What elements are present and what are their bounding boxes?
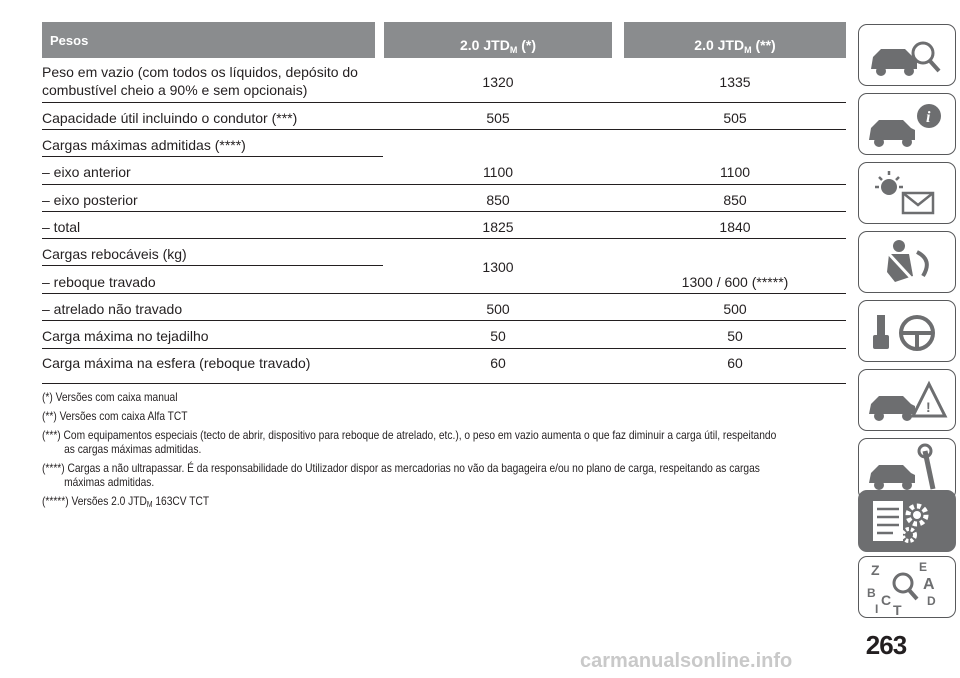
svg-text:D: D — [927, 594, 936, 608]
row-value-col1: 1100 — [482, 164, 514, 180]
row-divider — [42, 211, 846, 212]
row-value-col1: 500 — [486, 301, 510, 317]
svg-text:i: i — [926, 109, 931, 126]
svg-text:Z: Z — [871, 562, 880, 578]
row-value-col1: 1825 — [482, 219, 514, 235]
row-value-col2: 1100 — [719, 164, 751, 180]
row-divider — [42, 238, 846, 239]
footnote: (*****) Versões 2.0 $JTD_M$ 163CV TCT — [42, 494, 210, 509]
row-value-col2: 500 — [723, 301, 747, 317]
row-value-col2: 505 — [723, 110, 747, 126]
svg-text:T: T — [893, 602, 902, 617]
row-value-col1: 505 — [486, 110, 510, 126]
row-divider — [42, 129, 846, 130]
row-label: – reboque travado — [42, 274, 156, 290]
row-divider — [42, 293, 846, 294]
car-search-icon — [859, 25, 955, 85]
car-breakdown-triangle-icon — [859, 370, 955, 430]
table-bottom-rule — [42, 383, 846, 384]
page-number: 263 — [865, 630, 907, 660]
alphabet-index-icon — [859, 557, 955, 617]
row-label: – eixo posterior — [42, 192, 138, 208]
row-value-col2: 1840 — [719, 219, 751, 235]
row-label: Cargas rebocáveis (kg) — [42, 246, 187, 262]
row-label: – total — [42, 219, 81, 235]
row-label: Carga máxima no tejadilho — [42, 328, 209, 344]
row-divider — [42, 156, 383, 157]
svg-text:C: C — [881, 592, 892, 608]
footnote: (****) Cargas a não ultrapassar. É da responsabilidade do Utilizador dispor as mercadorias no vão da bagageira e/ou no plano de carga, respeitando as cargas máximas admitidas. — [42, 461, 760, 489]
row-label: – atrelado não travado — [42, 301, 183, 317]
tab-technical-data[interactable] — [858, 490, 956, 552]
row-value-col1: 60 — [490, 355, 506, 371]
row-label: – eixo anterior — [42, 164, 131, 180]
list-gears-icon — [859, 491, 955, 551]
row-divider — [42, 265, 383, 266]
table-header-col1: 2.0 $JTD_M$ (*) — [384, 22, 612, 58]
row-value-col1: 1300 — [482, 259, 514, 275]
svg-text:B: B — [867, 586, 876, 600]
row-value-col2: 850 — [723, 192, 747, 208]
row-value-col2: 1300 / 600 (*****) — [681, 274, 789, 290]
row-divider — [42, 320, 846, 321]
watermark: carmanualsonline.info — [580, 650, 793, 672]
seatbelt-airbag-icon — [859, 232, 955, 292]
key-steering-wheel-icon — [859, 301, 955, 361]
row-value-col1: 850 — [486, 192, 510, 208]
row-label-peso-vazio: Peso em vazio (com todos os líquidos, depósito do combustível cheio a 90% e sem opcionais) — [42, 64, 358, 98]
row-value-col1: 1320 — [482, 74, 514, 90]
row-divider — [42, 102, 846, 103]
footnote: (***) Com equipamentos especiais (tecto de abrir, dispositivo para reboque de atrelado, etc.), o peso em vazio aumenta o que faz diminuir a carga útil, respeitando as cargas máximas admitidas. — [42, 428, 777, 456]
footnote: (**) Versões com caixa Alfa TCT — [42, 409, 188, 423]
tab-index[interactable] — [858, 556, 956, 618]
svg-text:E: E — [919, 560, 928, 574]
row-value-col1: 50 — [490, 328, 506, 344]
tab-warning-lights[interactable] — [858, 162, 956, 224]
row-value-col2: 60 — [727, 355, 743, 371]
row-divider — [42, 184, 846, 185]
row-label: Capacidade útil incluindo o condutor (***) — [42, 110, 298, 126]
tab-car-info[interactable] — [858, 93, 956, 155]
row-divider — [42, 348, 846, 349]
table-header-col2: 2.0 $JTD_M$ (**) — [624, 22, 846, 58]
warning-light-envelope-icon — [859, 163, 955, 223]
tab-car-search[interactable] — [858, 24, 956, 86]
car-info-icon — [859, 94, 955, 154]
footnote: (*) Versões com caixa manual — [42, 390, 178, 404]
tab-safety[interactable] — [858, 231, 956, 293]
row-value-col2: 50 — [727, 328, 743, 344]
svg-text:!: ! — [926, 399, 931, 415]
row-label: Cargas máximas admitidas (****) — [42, 137, 246, 153]
tab-starting-driving[interactable] — [858, 300, 956, 362]
table-header-label: Pesos — [42, 22, 375, 58]
tab-emergency[interactable] — [858, 369, 956, 431]
svg-text:I: I — [875, 602, 879, 616]
row-value-col2: 1335 — [719, 74, 751, 90]
svg-text:A: A — [923, 576, 935, 593]
row-label: Carga máxima na esfera (reboque travado) — [42, 355, 311, 371]
